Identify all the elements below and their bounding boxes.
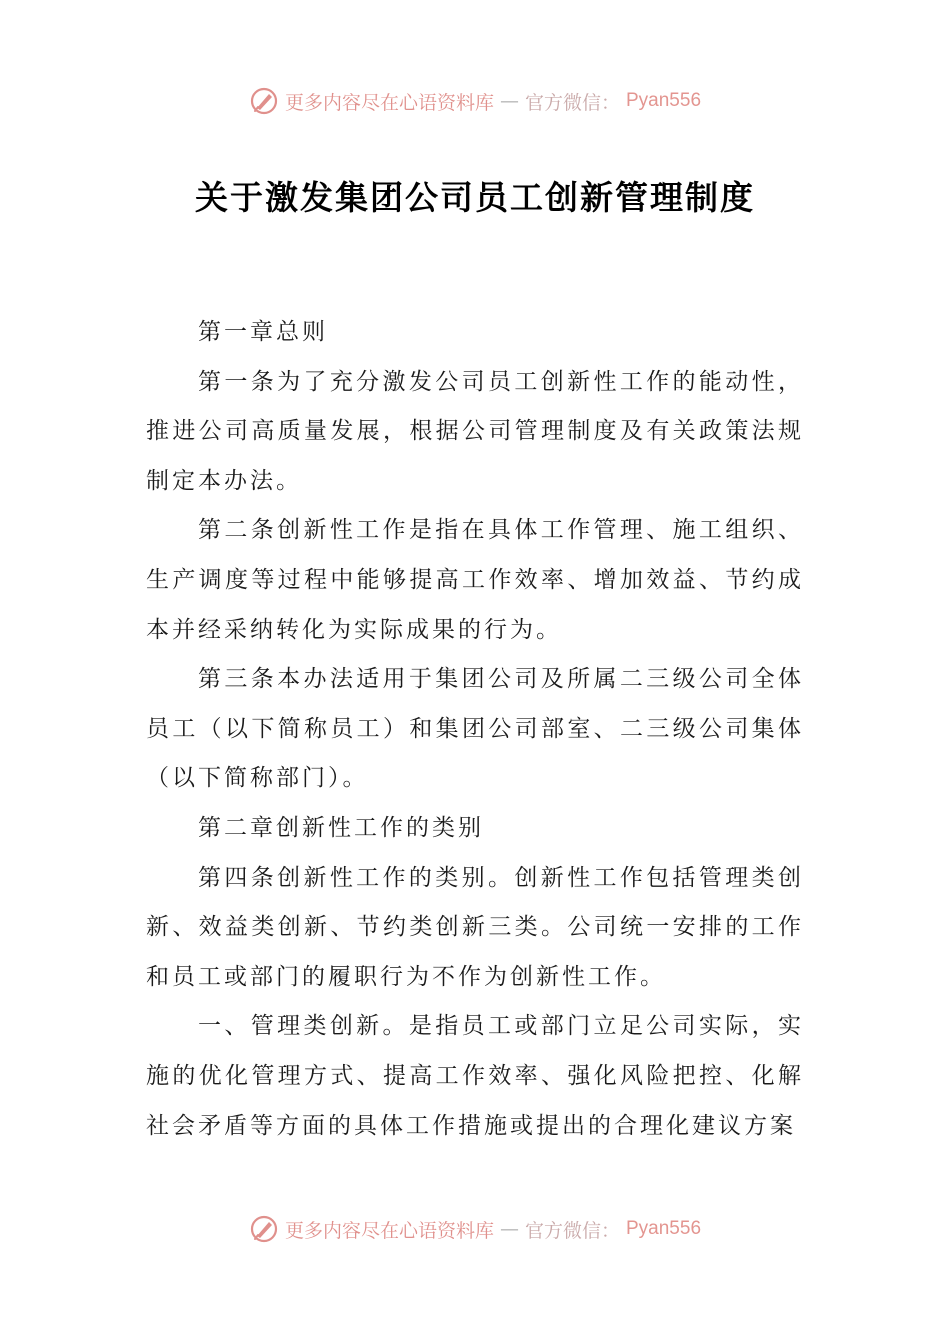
document-body — [146, 308, 804, 1151]
article-1: 第一条为了充分激发公司员工创新性工作的能动性，推进公司高质量发展，根据公司管理制度及有关政策法规制定本办法。 — [146, 368, 804, 494]
watermark-brand: 更多内容尽在心语资料库 — [284, 1219, 494, 1242]
watermark-wechat-id: Pyan556 — [626, 1218, 702, 1239]
watermark-separator: — — [499, 1218, 519, 1240]
watermark-wechat-id: Pyan556 — [626, 90, 702, 111]
watermark-header — [0, 86, 950, 116]
article-3: 第三条本办法适用于集团公司及所属二三级公司全体员工（以下简称员工）和集团公司部室、二三级公司集体（以下简称部门）。 — [146, 666, 804, 792]
watermark-wechat-label: 官方微信： — [524, 91, 620, 114]
watermark-wechat-label: 官方微信： — [524, 1219, 620, 1242]
pen-feather-logo-icon — [249, 86, 279, 116]
pen-feather-logo-icon — [249, 1214, 279, 1244]
clause-management-innovation: 一、管理类创新。是指员工或部门立足公司实际，实施的优化管理方式、提高工作效率、强化风险把控、化解社会矛盾等方面的具体工作措施或提出的合理化建议方案 — [146, 1013, 804, 1139]
chapter-heading-1: 第一章总则 — [198, 319, 328, 345]
chapter-heading-2: 第二章创新性工作的类别 — [198, 814, 484, 841]
watermark-separator: — — [499, 90, 519, 112]
watermark-footer — [0, 1214, 950, 1244]
article-2: 第二条创新性工作是指在具体工作管理、施工组织、生产调度等过程中能够提高工作效率、增加效益、节约成本并经采纳转化为实际成果的行为。 — [146, 517, 804, 643]
article-4: 第四条创新性工作的类别。创新性工作包括管理类创新、效益类创新、节约类创新三类。公司统一安排的工作和员工或部门的履职行为不作为创新性工作。 — [146, 864, 804, 990]
watermark-brand: 更多内容尽在心语资料库 — [284, 91, 494, 114]
document-title: 关于激发集团公司员工创新管理制度 — [195, 178, 755, 217]
